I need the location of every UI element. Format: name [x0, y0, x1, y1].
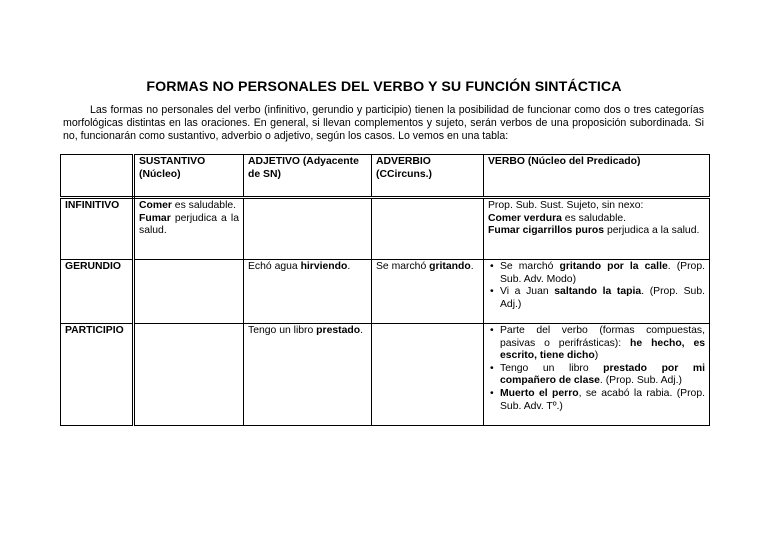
cell-infinitivo-verbo	[484, 198, 710, 260]
table-row	[61, 324, 710, 426]
header-sustantivo: SUSTANTIVO (Núcleo)	[134, 155, 244, 198]
header-adjetivo: ADJETIVO (Adyacente de SN)	[244, 155, 372, 198]
cell-participio-verbo	[484, 324, 710, 426]
list-item: • Parte del verbo (formas compuestas, pasivas o perifrásticas): he hecho, es escrito, tiene dicho)	[500, 325, 705, 363]
list-item: • Tengo un libro prestado por mi compañero de clase. (Prop. Sub. Adj.)	[500, 363, 705, 388]
cell-gerundio-sustantivo	[134, 260, 244, 324]
example-line: Comer verdura es saludable.	[488, 212, 627, 224]
list-item: • Se marchó gritando por la calle. (Prop. Sub. Adv. Modo)	[500, 261, 705, 286]
list-item: • Muerto el perro, se acabó la rabia. (Prop. Sub. Adv. Tº.)	[500, 388, 705, 413]
cell-participio-sustantivo	[134, 324, 244, 426]
row-label-infinitivo: INFINITIVO	[61, 198, 134, 260]
table-row	[61, 260, 710, 324]
cell-infinitivo-adverbio	[372, 198, 484, 260]
verbo-list	[488, 325, 705, 413]
example-line: Fumar cigarrillos puros perjudica a la salud.	[488, 225, 700, 237]
cell-participio-adjetivo: Tengo un libro prestado.	[244, 324, 372, 426]
table-row	[61, 198, 710, 260]
intro-paragraph: Las formas no personales del verbo (infinitivo, gerundio y participio) tienen la posibilidad de funcionar como dos o tres categorías morfológicas distintas en las oraciones. En general, si llevan complementos y sujeto, serán verbos de una proposición subordinada. Si no, funcionarán como sustantivo, adverbio o adjetivo, según los casos. Lo vemos en una tabla:	[63, 104, 704, 143]
cell-infinitivo-adjetivo	[244, 198, 372, 260]
verbo-note: Prop. Sub. Sust. Sujeto, sin nexo:	[488, 200, 644, 211]
syntax-table	[60, 154, 710, 426]
cell-gerundio-adjetivo: Echó agua hirviendo.	[244, 260, 372, 324]
verbo-list	[488, 261, 705, 311]
page-title: FORMAS NO PERSONALES DEL VERBO Y SU FUNCIÓN SINTÁCTICA	[146, 79, 622, 95]
list-item: • Vi a Juan saltando la tapia. (Prop. Sub. Adj.)	[500, 286, 705, 311]
cell-gerundio-verbo	[484, 260, 710, 324]
example-line: Comer es saludable.	[139, 200, 237, 211]
cell-gerundio-adverbio: Se marchó gritando.	[372, 260, 484, 324]
example-line: Fumar perjudica a la salud.	[139, 212, 239, 237]
header-adverbio: ADVERBIO (CCircuns.)	[372, 155, 484, 198]
row-label-gerundio: GERUNDIO	[61, 260, 134, 324]
table-header-row	[61, 155, 710, 198]
row-label-participio: PARTICIPIO	[61, 324, 134, 426]
header-corner	[61, 155, 134, 198]
header-verbo: VERBO (Núcleo del Predicado)	[484, 155, 710, 198]
cell-participio-adverbio	[372, 324, 484, 426]
cell-infinitivo-sustantivo	[134, 198, 244, 260]
